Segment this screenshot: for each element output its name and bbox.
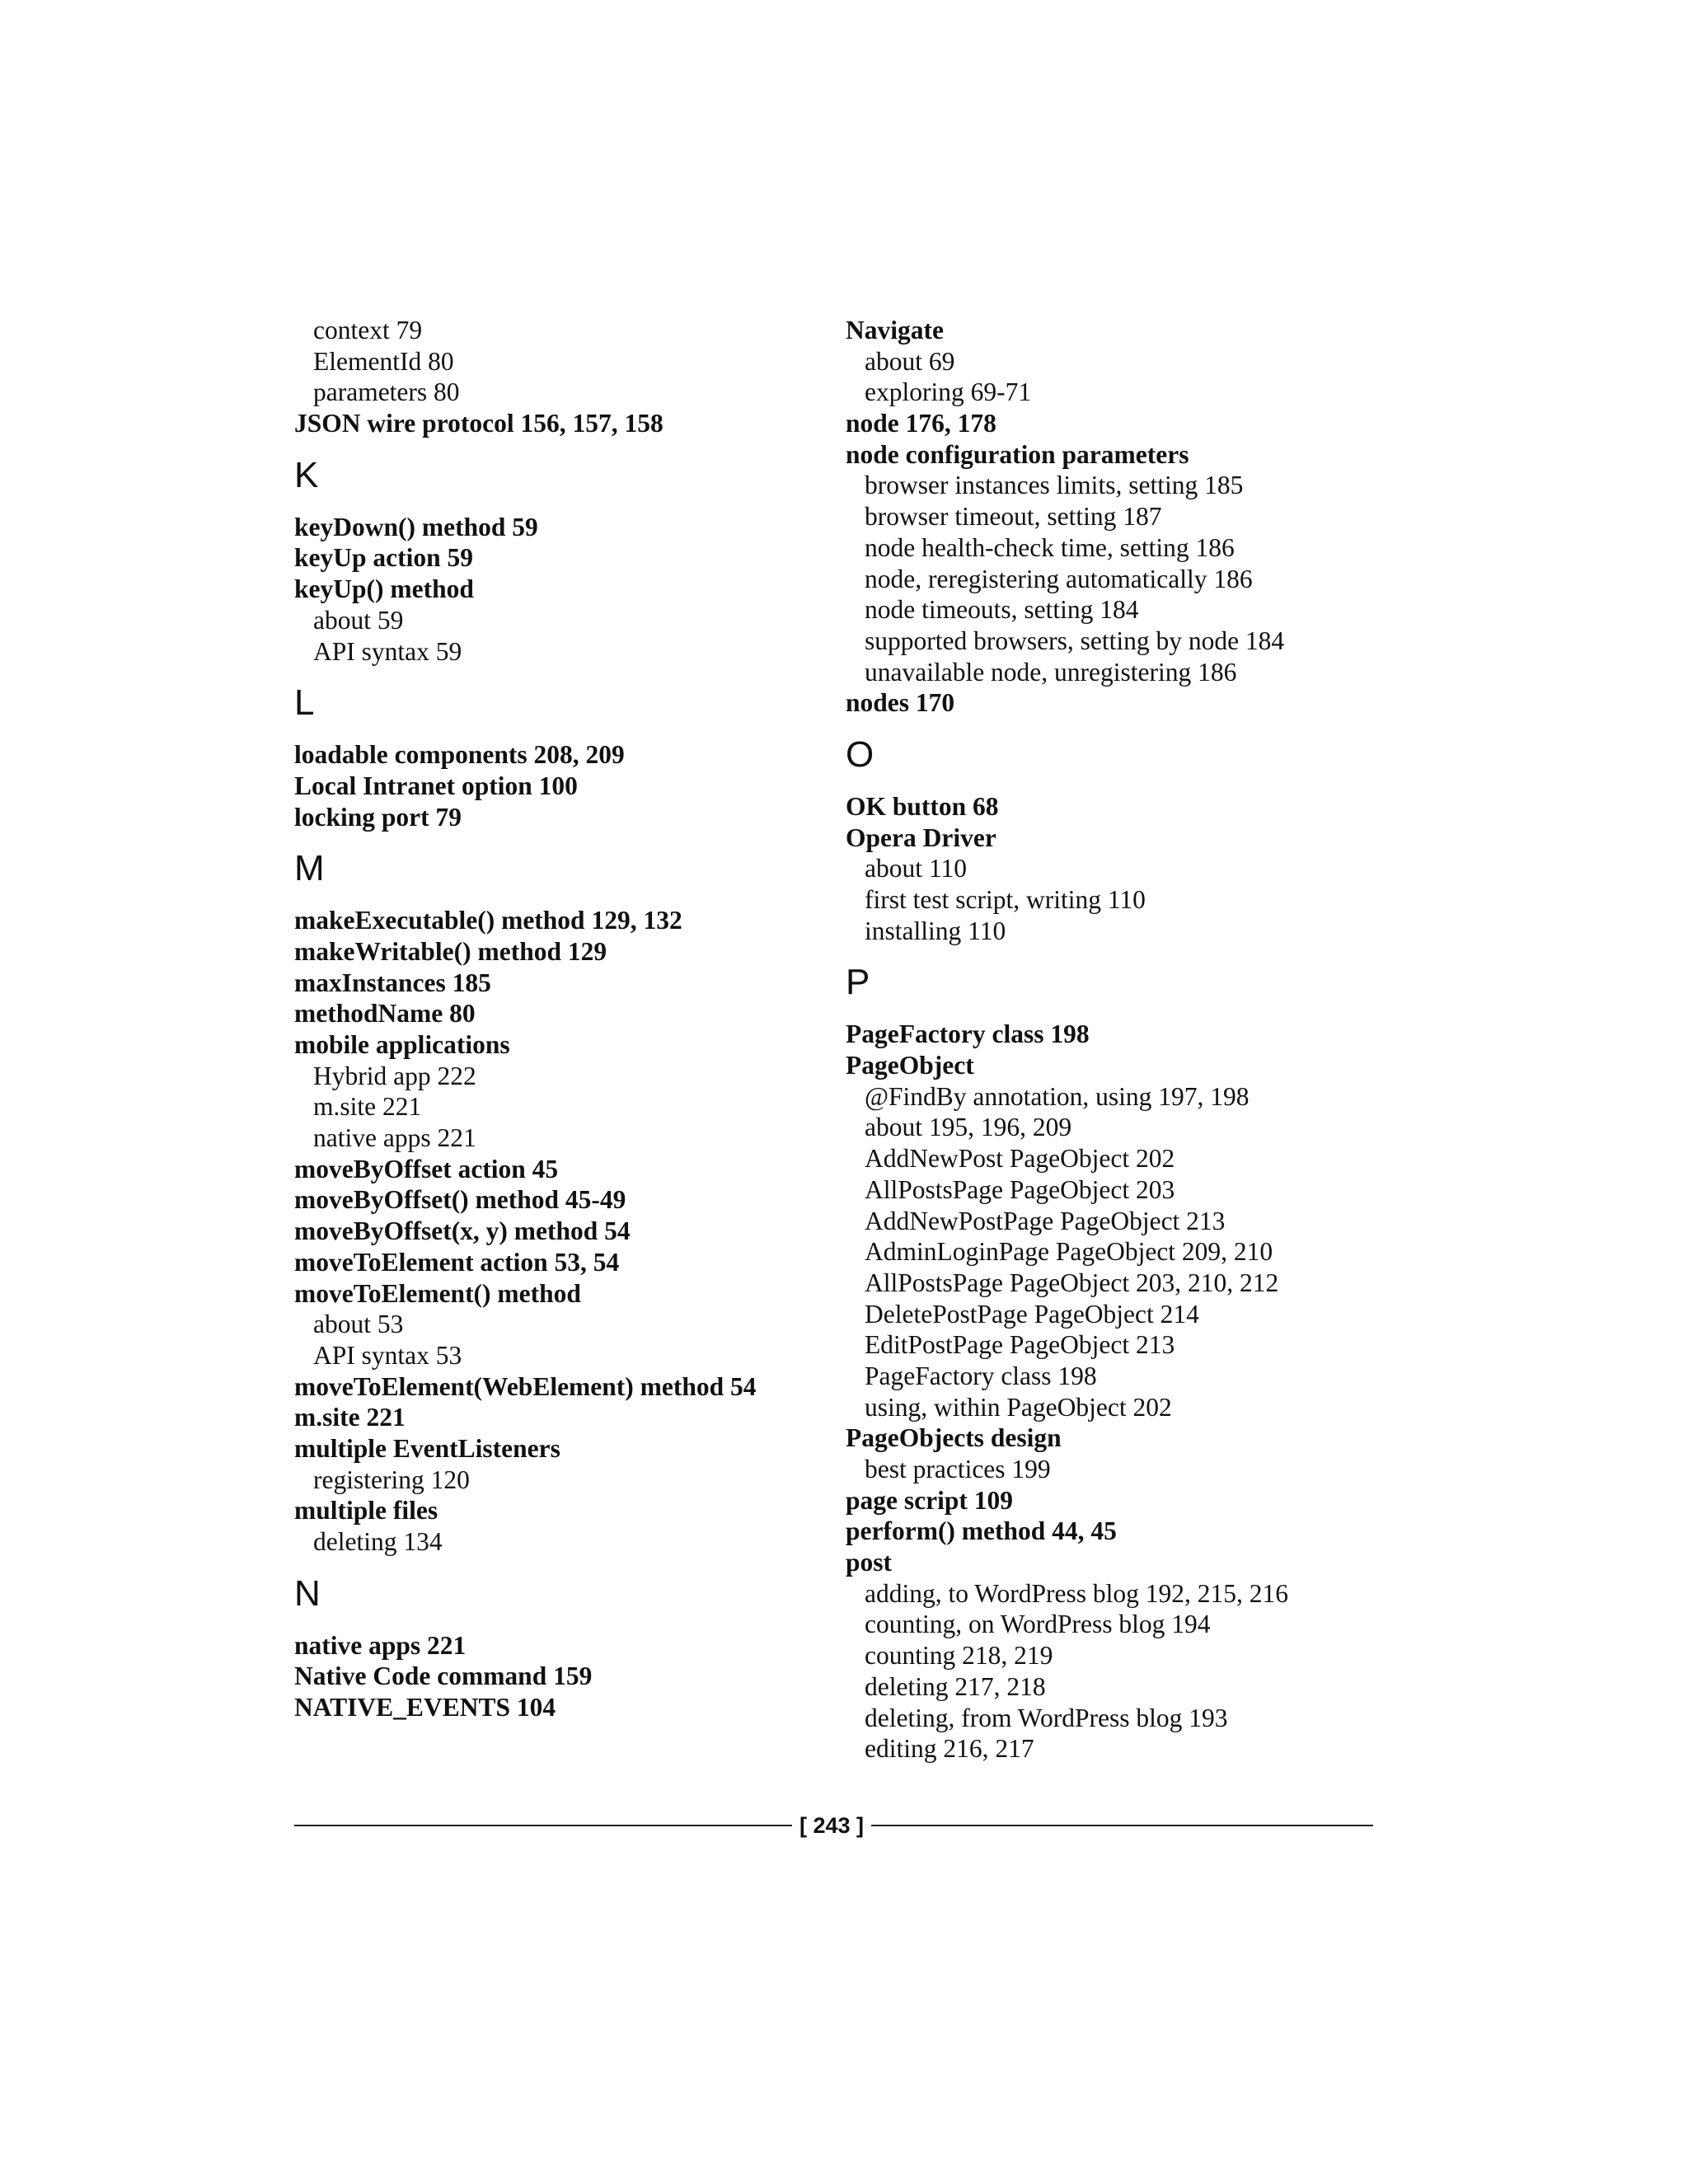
index-subentry: AddNewPost PageObject 202 <box>865 1144 1175 1174</box>
index-subentry: API syntax 59 <box>313 636 462 666</box>
index-entry: Navigate <box>846 316 944 344</box>
index-subentry: first test script, writing 110 <box>865 885 1146 914</box>
index-subentry: node timeouts, setting 184 <box>865 595 1139 625</box>
index-subentry: context 79 <box>313 316 423 344</box>
index-subentry: parameters 80 <box>313 377 460 407</box>
index-subentry: about 195, 196, 209 <box>865 1113 1072 1142</box>
index-entry: locking port 79 <box>294 802 462 832</box>
index-entry: PageObject <box>846 1051 974 1080</box>
index-entry: node 176, 178 <box>846 409 996 438</box>
index-subentry: native apps 221 <box>313 1123 476 1153</box>
index-entry: perform() method 44, 45 <box>846 1516 1117 1546</box>
index-entry: moveToElement action 53, 54 <box>294 1247 620 1277</box>
index-entry: makeWritable() method 129 <box>294 936 607 966</box>
index-entry: OK button 68 <box>846 791 999 821</box>
index-subentry: browser timeout, setting 187 <box>865 502 1162 532</box>
index-entry: moveByOffset() method 45-49 <box>294 1185 626 1215</box>
index-subentry: m.site 221 <box>313 1092 422 1122</box>
index-subentry: about 110 <box>865 854 967 883</box>
index-entry: NATIVE_EVENTS 104 <box>294 1693 556 1722</box>
index-subentry: browser instances limits, setting 185 <box>865 471 1244 500</box>
index-subentry: about 69 <box>865 346 955 376</box>
index-entry: multiple files <box>294 1496 438 1526</box>
index-column-right <box>846 315 1423 1765</box>
index-subentry: using, within PageObject 202 <box>865 1392 1172 1422</box>
index-subentry: AdminLoginPage PageObject 209, 210 <box>865 1237 1273 1267</box>
index-subentry: EditPostPage PageObject 213 <box>865 1330 1175 1360</box>
index-subentry: deleting 217, 218 <box>865 1671 1046 1701</box>
section-letter-heading: M <box>294 848 325 889</box>
index-subentry: counting, on WordPress blog 194 <box>865 1610 1211 1639</box>
index-entry: post <box>846 1548 893 1577</box>
footer-rule-right <box>871 1825 1373 1826</box>
section-letter-heading: L <box>294 682 315 724</box>
index-subentry: deleting, from WordPress blog 193 <box>865 1703 1228 1732</box>
index-entry: nodes 170 <box>846 688 955 718</box>
index-subentry: supported browsers, setting by node 184 <box>865 626 1285 655</box>
index-entry: methodName 80 <box>294 999 476 1029</box>
index-subentry: editing 216, 217 <box>865 1734 1034 1764</box>
index-entry: mobile applications <box>294 1030 510 1059</box>
section-letter-heading: O <box>846 733 874 775</box>
index-subentry: node health-check time, setting 186 <box>865 532 1235 562</box>
index-subentry: best practices 199 <box>865 1455 1051 1483</box>
index-entry: m.site 221 <box>294 1403 406 1432</box>
page-number: [ 243 ] <box>799 1813 865 1838</box>
index-subentry: node, reregistering automatically 186 <box>865 564 1253 593</box>
index-subentry: about 59 <box>313 605 404 635</box>
section-letter-heading: P <box>846 962 870 1003</box>
index-subentry: AllPostsPage PageObject 203, 210, 212 <box>865 1268 1279 1297</box>
index-entry: PageFactory class 198 <box>846 1019 1090 1049</box>
index-entry: native apps 221 <box>294 1630 467 1660</box>
index-entry: makeExecutable() method 129, 132 <box>294 906 682 935</box>
index-entry: maxInstances 185 <box>294 968 491 997</box>
index-entry: moveByOffset action 45 <box>294 1154 559 1183</box>
index-subentry: DeletePostPage PageObject 214 <box>865 1299 1199 1329</box>
index-entry: moveByOffset(x, y) method 54 <box>294 1216 631 1246</box>
index-subentry: about 53 <box>313 1310 404 1339</box>
index-entry: page script 109 <box>846 1485 1013 1515</box>
section-letter-heading: N <box>294 1572 321 1614</box>
index-entry: Native Code command 159 <box>294 1661 593 1691</box>
index-entry: Opera Driver <box>846 823 996 852</box>
index-entry: PageObjects design <box>846 1423 1062 1453</box>
index-subentry: AllPostsPage PageObject 203 <box>865 1174 1175 1204</box>
footer-rule-left <box>294 1825 792 1826</box>
page-footer <box>294 1809 1373 1842</box>
index-entry: JSON wire protocol 156, 157, 158 <box>294 409 663 438</box>
index-subentry: exploring 69-71 <box>865 377 1032 407</box>
index-subentry: adding, to WordPress blog 192, 215, 216 <box>865 1578 1288 1608</box>
index-subentry: counting 218, 219 <box>865 1641 1053 1671</box>
index-subentry: Hybrid app 222 <box>313 1061 476 1090</box>
index-entry: multiple EventListeners <box>294 1433 560 1463</box>
index-entry: moveToElement(WebElement) method 54 <box>294 1371 757 1401</box>
index-entry: keyDown() method 59 <box>294 512 538 541</box>
index-subentry: AddNewPostPage PageObject 213 <box>865 1206 1226 1235</box>
index-entry: loadable components 208, 209 <box>294 740 625 770</box>
index-subentry: @FindBy annotation, using 197, 198 <box>865 1081 1250 1111</box>
index-column-left <box>294 315 822 1723</box>
index-entry: Local Intranet option 100 <box>294 771 578 800</box>
index-subentry: ElementId 80 <box>313 346 454 376</box>
index-subentry: installing 110 <box>865 916 1006 945</box>
index-subentry: PageFactory class 198 <box>865 1361 1097 1390</box>
index-entry: moveToElement() method <box>294 1278 581 1308</box>
index-subentry: API syntax 53 <box>313 1340 462 1370</box>
index-entry: keyUp action 59 <box>294 543 474 573</box>
index-subentry: unavailable node, unregistering 186 <box>865 657 1237 687</box>
section-letter-heading: K <box>294 454 319 495</box>
index-subentry: registering 120 <box>313 1465 470 1494</box>
index-entry: keyUp() method <box>294 574 474 604</box>
index-entry: node configuration parameters <box>846 439 1189 469</box>
index-subentry: deleting 134 <box>313 1527 443 1556</box>
